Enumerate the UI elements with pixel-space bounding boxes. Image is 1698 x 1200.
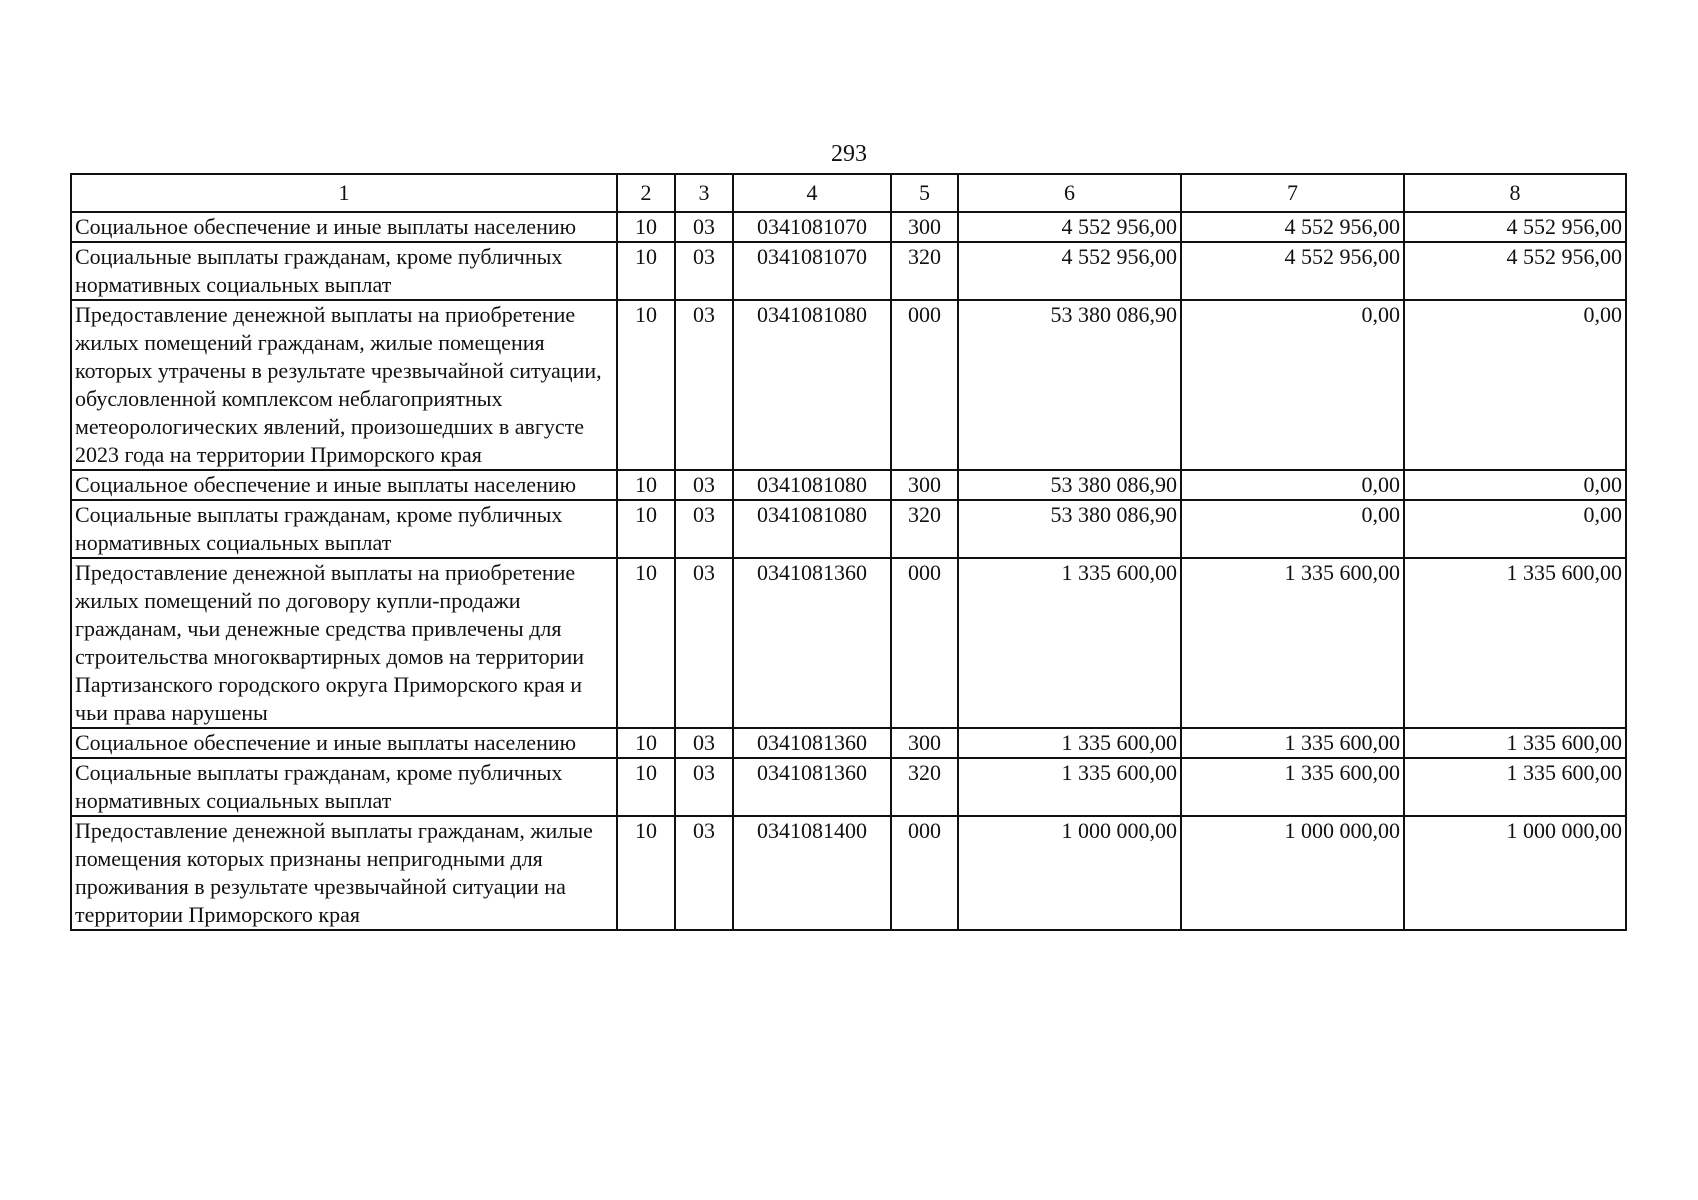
row-type: 300 (891, 212, 958, 242)
budget-table (70, 173, 1627, 931)
row-name: Предоставление денежной выплаты на приобретение жилых помещений по договору купли-продажи гражданам, чьи денежные средства привлечены для строительства многоквартирных домов на территории Партизанского городского округа Приморского края и чьи права нарушены (71, 558, 617, 728)
row-name: Предоставление денежной выплаты гражданам, жилые помещения которых признаны непригодными для проживания в результате чрезвычайной ситуации на территории Приморского края (71, 816, 617, 930)
row-value-6: 53 380 086,90 (958, 500, 1181, 558)
row-type: 320 (891, 758, 958, 816)
row-subsection: 03 (675, 728, 733, 758)
row-type: 320 (891, 242, 958, 300)
row-name: Предоставление денежной выплаты на приобретение жилых помещений гражданам, жилые помещения которых утрачены в результате чрезвычайной ситуации, обусловленной комплексом неблагоприятных метеорологических явлений, произошедших в августе 2023 года на территории Приморского края (71, 300, 617, 470)
row-value-8: 1 335 600,00 (1404, 758, 1626, 816)
row-section: 10 (617, 816, 675, 930)
row-subsection: 03 (675, 470, 733, 500)
column-header: 7 (1181, 174, 1404, 212)
row-value-7: 0,00 (1181, 300, 1404, 470)
row-section: 10 (617, 470, 675, 500)
row-value-7: 1 335 600,00 (1181, 758, 1404, 816)
row-type: 000 (891, 300, 958, 470)
row-value-6: 4 552 956,00 (958, 212, 1181, 242)
row-value-8: 1 335 600,00 (1404, 558, 1626, 728)
column-header: 8 (1404, 174, 1626, 212)
row-value-8: 4 552 956,00 (1404, 242, 1626, 300)
row-name: Социальные выплаты гражданам, кроме публичных нормативных социальных выплат (71, 758, 617, 816)
row-value-8: 0,00 (1404, 470, 1626, 500)
row-value-7: 4 552 956,00 (1181, 212, 1404, 242)
header-row (71, 174, 1626, 212)
row-value-8: 0,00 (1404, 500, 1626, 558)
table-row (71, 728, 1626, 758)
row-target: 0341081360 (733, 728, 891, 758)
row-type: 320 (891, 500, 958, 558)
row-value-6: 4 552 956,00 (958, 242, 1181, 300)
row-subsection: 03 (675, 816, 733, 930)
row-target: 0341081400 (733, 816, 891, 930)
row-type: 300 (891, 470, 958, 500)
row-target: 0341081080 (733, 500, 891, 558)
row-section: 10 (617, 500, 675, 558)
row-value-6: 53 380 086,90 (958, 300, 1181, 470)
page-number: 293 (831, 141, 867, 167)
table-row (71, 212, 1626, 242)
row-value-6: 53 380 086,90 (958, 470, 1181, 500)
row-subsection: 03 (675, 300, 733, 470)
row-name: Социальные выплаты гражданам, кроме публичных нормативных социальных выплат (71, 500, 617, 558)
row-subsection: 03 (675, 758, 733, 816)
row-value-7: 1 335 600,00 (1181, 558, 1404, 728)
row-value-7: 0,00 (1181, 500, 1404, 558)
row-subsection: 03 (675, 212, 733, 242)
row-target: 0341081070 (733, 212, 891, 242)
table-row (71, 758, 1626, 816)
row-value-8: 1 000 000,00 (1404, 816, 1626, 930)
row-subsection: 03 (675, 242, 733, 300)
row-type: 000 (891, 558, 958, 728)
row-value-6: 1 000 000,00 (958, 816, 1181, 930)
column-header: 6 (958, 174, 1181, 212)
row-section: 10 (617, 300, 675, 470)
table-row (71, 816, 1626, 930)
row-value-7: 0,00 (1181, 470, 1404, 500)
row-value-8: 4 552 956,00 (1404, 212, 1626, 242)
row-value-8: 1 335 600,00 (1404, 728, 1626, 758)
column-header: 4 (733, 174, 891, 212)
row-subsection: 03 (675, 500, 733, 558)
column-header: 3 (675, 174, 733, 212)
row-section: 10 (617, 558, 675, 728)
column-header: 1 (71, 174, 617, 212)
column-header: 5 (891, 174, 958, 212)
row-section: 10 (617, 242, 675, 300)
row-target: 0341081360 (733, 758, 891, 816)
row-target: 0341081360 (733, 558, 891, 728)
row-type: 300 (891, 728, 958, 758)
row-value-7: 1 335 600,00 (1181, 728, 1404, 758)
row-target: 0341081070 (733, 242, 891, 300)
table-row (71, 300, 1626, 470)
row-value-7: 1 000 000,00 (1181, 816, 1404, 930)
row-target: 0341081080 (733, 470, 891, 500)
column-header: 2 (617, 174, 675, 212)
row-section: 10 (617, 728, 675, 758)
row-type: 000 (891, 816, 958, 930)
row-value-8: 0,00 (1404, 300, 1626, 470)
row-value-7: 4 552 956,00 (1181, 242, 1404, 300)
table-row (71, 558, 1626, 728)
table-row (71, 470, 1626, 500)
row-name: Социальное обеспечение и иные выплаты населению (71, 212, 617, 242)
row-subsection: 03 (675, 558, 733, 728)
row-name: Социальное обеспечение и иные выплаты населению (71, 728, 617, 758)
row-section: 10 (617, 212, 675, 242)
table-row (71, 500, 1626, 558)
row-value-6: 1 335 600,00 (958, 728, 1181, 758)
row-target: 0341081080 (733, 300, 891, 470)
row-value-6: 1 335 600,00 (958, 758, 1181, 816)
row-value-6: 1 335 600,00 (958, 558, 1181, 728)
row-name: Социальные выплаты гражданам, кроме публичных нормативных социальных выплат (71, 242, 617, 300)
table-row (71, 242, 1626, 300)
row-section: 10 (617, 758, 675, 816)
row-name: Социальное обеспечение и иные выплаты населению (71, 470, 617, 500)
